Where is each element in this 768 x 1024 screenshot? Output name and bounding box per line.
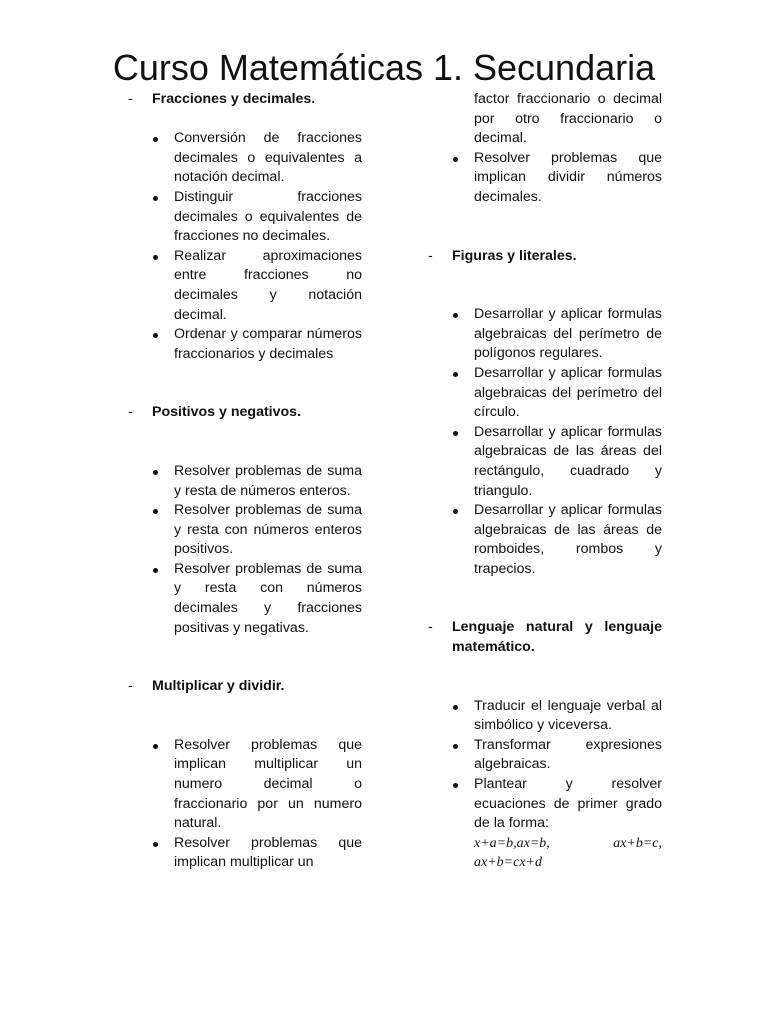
list-item: Desarrollar y aplicar formulas algebraicas de las áreas del rectángulo, cuadrado y triangulo. [414,423,662,501]
equation-4: ax+b=cx+d [474,855,542,871]
list-item: Plantear y resolver ecuaciones de primer grado de la forma: [414,775,662,834]
list-item: Resolver problemas que implican dividir números decimales. [414,149,662,208]
bullet-list [414,149,662,208]
list-item: Resolver problemas de suma y resta con números decimales y fracciones positivas y negativas. [114,560,362,638]
right-column [414,90,662,873]
list-item: Resolver problemas que implican multiplicar un numero decimal o fraccionario por un numero natural. [114,736,362,834]
bullet-list [414,697,662,834]
list-item: Conversión de fracciones decimales o equivalentes a notación decimal. [114,129,362,188]
document-title: Curso Matemáticas 1. Secundaria [112,47,656,88]
equation-1: x+a=b, [474,835,517,851]
bullet-list [114,129,362,364]
list-item: Ordenar y comparar números fraccionarios y decimales [114,325,362,364]
section-dash: - [128,91,133,107]
section-dash: - [128,404,133,421]
section-multiplicar [114,677,362,873]
section-lenguaje [414,618,662,873]
section-fracciones [114,90,362,364]
list-item: Desarrollar y aplicar formulas algebraicas del perímetro de polígonos regulares. [414,305,662,364]
list-item: Traducir el lenguaje verbal al simbólico y viceversa. [414,697,662,736]
section-title: Lenguaje natural y lenguaje matemático. [452,619,662,656]
formula-line [414,834,662,854]
section-title: Multiplicar y dividir. [152,678,285,695]
bullet-list [114,736,362,873]
bullet-list [414,305,662,579]
equation [474,834,550,854]
equation-2: ax=b, [516,835,550,851]
section-positivos [114,403,362,638]
section-title: Figuras y literales. [452,247,577,264]
list-item: Transformar expresiones algebraicas. [414,736,662,775]
left-column [114,90,362,873]
list-item: Resolver problemas que implican multiplicar un [114,834,362,873]
list-item: Realizar aproximaciones entre fracciones no decimales y notación decimal. [114,247,362,325]
list-item: Distinguir fracciones decimales o equivalentes de fracciones no decimales. [114,188,362,247]
section-title: Fracciones y decimales. [152,91,316,107]
equation-3: ax+b=c, [613,835,662,851]
list-item: Resolver problemas de suma y resta de números enteros. [114,462,362,501]
section-dash: - [428,247,433,264]
section-dash: - [128,678,133,695]
list-item-continuation: factor fraccionario o decimal por otro fraccionario o decimal. [474,91,662,147]
section-title: Positivos y negativos. [152,404,302,421]
list-item: Resolver problemas de suma y resta con números enteros positivos. [114,501,362,560]
section-figuras [414,247,662,580]
section-dash: - [428,619,433,636]
list-item: Desarrollar y aplicar formulas algebraicas de las áreas de romboides, rombos y trapecios. [414,501,662,579]
bullet-list [114,462,362,638]
list-item: Desarrollar y aplicar formulas algebraicas del perímetro del círculo. [414,364,662,423]
